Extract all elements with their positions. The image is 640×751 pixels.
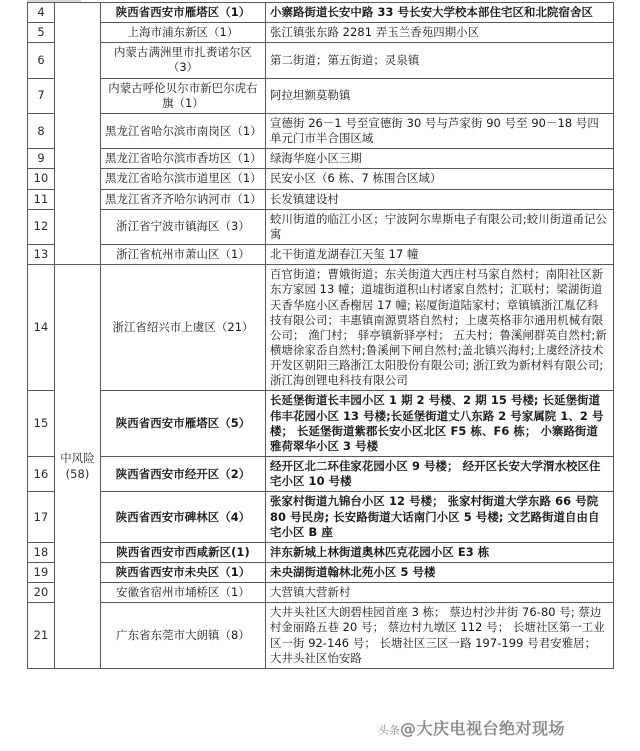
table-row <box>28 245 614 265</box>
risk-level-cell <box>55 265 101 669</box>
table-row <box>28 209 614 244</box>
row-area: 内蒙古呼伦贝尔市新巴尔虎右旗（1） <box>101 78 266 113</box>
row-address: 张江镇张东路 2281 弄玉兰香苑四期小区 <box>266 23 614 43</box>
watermark-text: @大庆电视台绝对现场 <box>400 719 566 738</box>
table-row <box>28 265 614 391</box>
row-address: 宣德街 26－1 号至宣德街 30 号与芦家街 90 号至 90－18 号四单元门市半合围区域 <box>266 113 614 148</box>
row-index: 9 <box>28 149 55 169</box>
row-address: 蛟川街道的临江小区；宁波阿尔卑斯电子有限公司;蛟川街道甬记公寓 <box>266 209 614 244</box>
row-address: 小寨路街道长安中路 33 号长安大学校本部住宅区和北院宿舍区 <box>266 3 614 23</box>
row-index: 7 <box>28 78 55 113</box>
table-row <box>28 542 614 562</box>
row-area: 陕西省西安市雁塔区（5） <box>101 391 266 457</box>
risk-level-label: 中风险 <box>60 451 95 466</box>
table-row <box>28 563 614 583</box>
row-area: 黑龙江省哈尔滨市南岗区（1） <box>101 113 266 148</box>
row-index: 15 <box>28 391 55 457</box>
row-address: 阿拉坦额莫勒镇 <box>266 78 614 113</box>
row-area: 陕西省西安市经开区（2） <box>101 457 266 492</box>
table-row <box>28 583 614 603</box>
row-index: 17 <box>28 492 55 542</box>
row-address: 长发镇建设村 <box>266 189 614 209</box>
watermark <box>378 716 626 742</box>
row-address: 张家村街道九锦台小区 12 号楼； 张家村街道大学东路 66 号院 80 号民房; 长安路街道大话南门小区 5 号楼; 文艺路街道自由自宅小区 B 座 <box>266 492 614 542</box>
row-address: 大营镇大营新村 <box>266 583 614 603</box>
row-index: 8 <box>28 113 55 148</box>
row-address: 经开区北二环佳家花园小区 9 号楼； 经开区长安大学渭水校区住宅小区 10 号楼 <box>266 457 614 492</box>
row-area: 黑龙江省哈尔滨市香坊区（1） <box>101 149 266 169</box>
row-address: 第二街道；第五街道；灵泉镇 <box>266 43 614 78</box>
row-area: 黑龙江省齐齐哈尔讷河市（1） <box>101 189 266 209</box>
row-index: 4 <box>28 3 55 23</box>
row-area: 浙江省宁波市镇海区（3） <box>101 209 266 244</box>
row-area: 广东省东莞市大朗镇（8） <box>101 603 266 669</box>
row-address: 大井头社区大朗碧桂园首座 3 栋； 蔡边村沙井街 76-80 号; 蔡边村金丽路五巷 20 号； 蔡边村九墩区 112 号； 长塘社区第一工业区一街 92-146 号； 长塘社区三区一路 197-199 号君安雅居； 大井头社区怡安路 <box>266 603 614 669</box>
watermark-prefix: 头条 <box>378 724 400 737</box>
table-row <box>28 457 614 492</box>
row-area: 陕西省西安市未央区（1） <box>101 563 266 583</box>
row-index: 18 <box>28 542 55 562</box>
row-address: 绿海华庭小区三期 <box>266 149 614 169</box>
row-index: 21 <box>28 603 55 669</box>
row-address: 未央湖街道翰林北苑小区 5 号楼 <box>266 563 614 583</box>
risk-area-table <box>27 2 614 669</box>
table-row <box>28 169 614 189</box>
row-index: 10 <box>28 169 55 189</box>
table-row <box>28 43 614 78</box>
row-address: 沣东新城上林街道奥林匹克花园小区 E3 栋 <box>266 542 614 562</box>
table-row <box>28 492 614 542</box>
row-area: 上海市浦东新区（1） <box>101 23 266 43</box>
row-area: 陕西省西安市碑林区（4） <box>101 492 266 542</box>
row-index: 6 <box>28 43 55 78</box>
row-index: 11 <box>28 189 55 209</box>
table-row <box>28 113 614 148</box>
table-row <box>28 189 614 209</box>
row-index: 20 <box>28 583 55 603</box>
row-address: 长延堡街道长丰园小区 1 期 2 号楼、2 期 15 号楼; 长延堡街道伟丰花园小区 13 号楼;长延堡街道丈八东路 2 号家属院 1、2 号楼； 长延堡街道紫郡长安小区北区 F5 栋、F6 栋； 小寨路街道雅荷翠华小区 3 号楼 <box>266 391 614 457</box>
row-address: 百官街道；曹娥街道；东关街道大西庄村马家自然村；南阳社区新东方家园 13 幢；道墟街道积山村诸家自然村；汇联村；梁湖街道天香华庭小区香榭居 17 幢; 崧厦街道陆家村；章镇镇浙江胤亿科技有限公司；丰惠镇南源贾塔自然村；上虞英格菲尔通用机械有限公司； 渔门村； 驿亭镇新驿亭村； 五夫村；鲁溪闸群英自然村;新横塘徐家岙自然村;鲁溪闸下闸自然村;盖北镇兴海村;上虞经济技术开发区朝阳三路浙江太阳股份有限公司; 浙江致为新材料有限公司; 浙江海创锂电科技有限公司 <box>266 265 614 391</box>
row-address: 北干街道龙湖春江天玺 17 幢 <box>266 245 614 265</box>
row-index: 16 <box>28 457 55 492</box>
risk-level-spacer <box>55 3 101 265</box>
table-row <box>28 78 614 113</box>
row-index: 14 <box>28 265 55 391</box>
table-row <box>28 149 614 169</box>
table-row <box>28 23 614 43</box>
row-area: 安徽省宿州市埇桥区（1） <box>101 583 266 603</box>
table-row <box>28 603 614 669</box>
row-area: 浙江省绍兴市上虞区（21） <box>101 265 266 391</box>
row-address: 民安小区（6 栋、7 栋围合区域） <box>266 169 614 189</box>
row-index: 12 <box>28 209 55 244</box>
table-row <box>28 391 614 457</box>
row-index: 19 <box>28 563 55 583</box>
row-index: 5 <box>28 23 55 43</box>
row-area: 陕西省西安市雁塔区（1） <box>101 3 266 23</box>
row-area: 陕西省西安市西咸新区(1) <box>101 542 266 562</box>
table-body <box>28 3 614 669</box>
row-area: 浙江省杭州市萧山区（1） <box>101 245 266 265</box>
table-row <box>28 3 614 23</box>
risk-level-count: (58) <box>65 466 90 481</box>
row-index: 13 <box>28 245 55 265</box>
row-area: 内蒙古满洲里市扎赉诺尔区（3） <box>101 43 266 78</box>
row-area: 黑龙江省哈尔滨市道里区（1） <box>101 169 266 189</box>
